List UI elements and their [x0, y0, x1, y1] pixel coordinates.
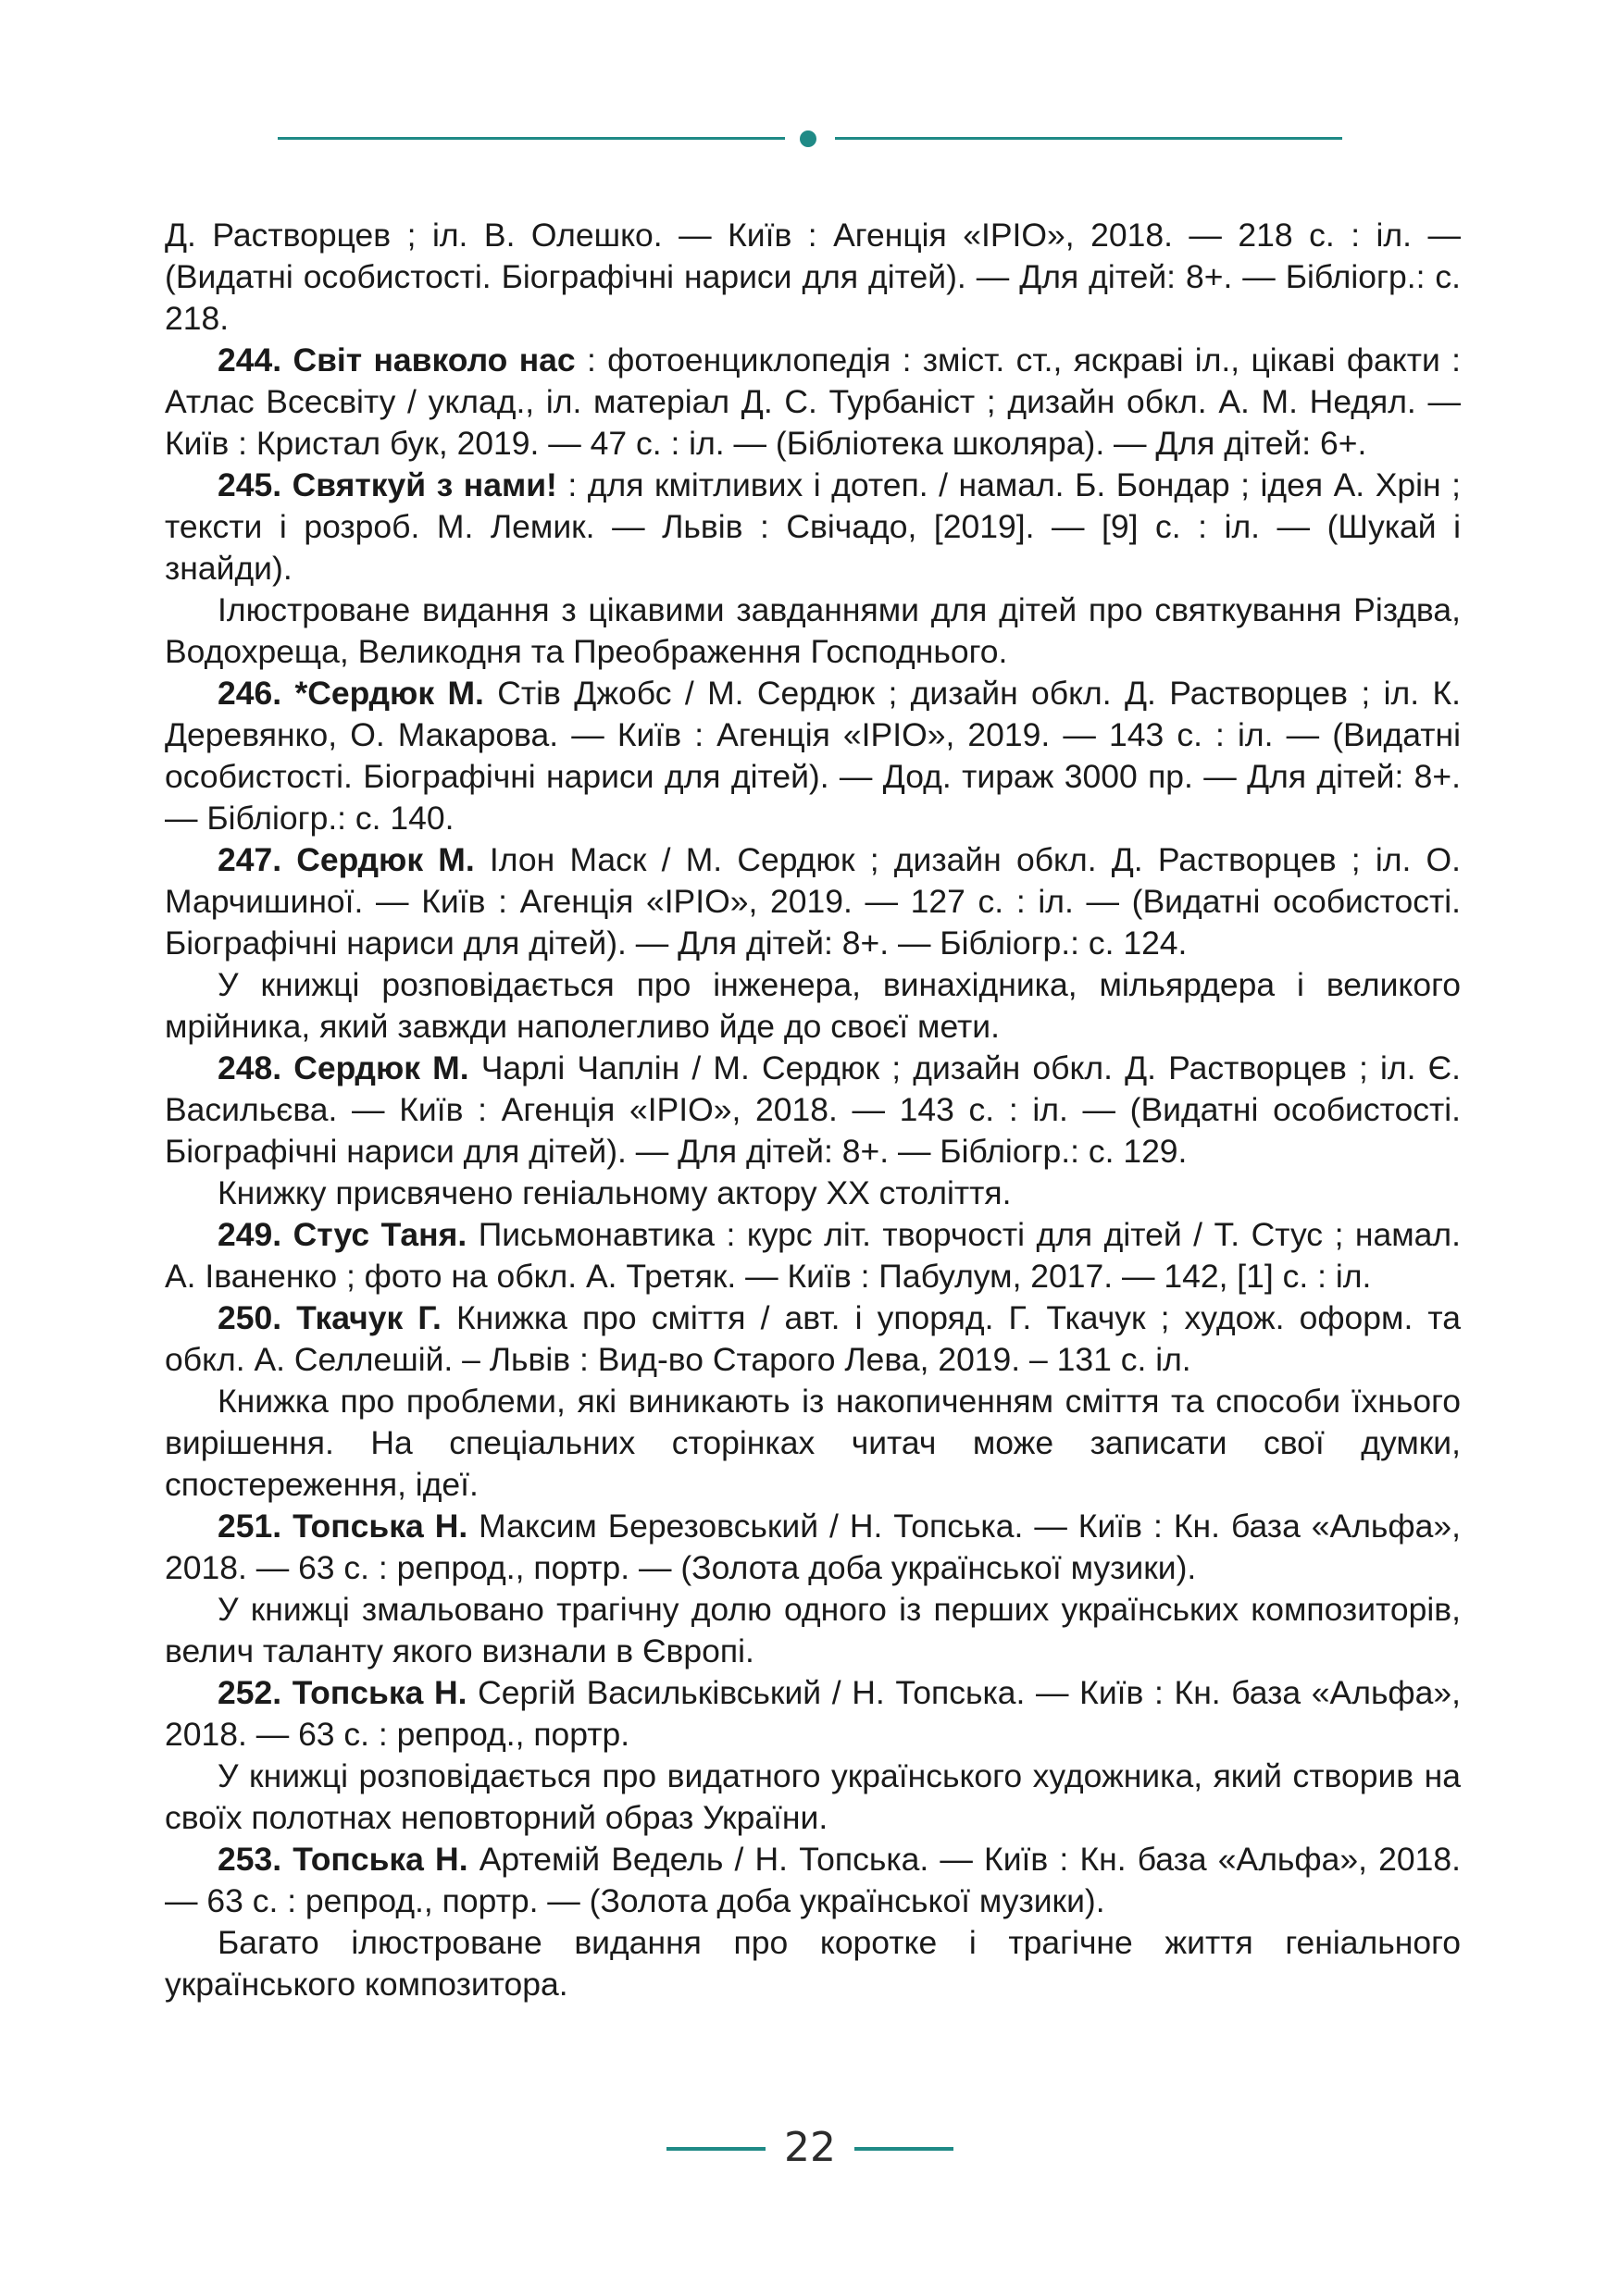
- entry-title: Світ навколо нас: [293, 341, 576, 379]
- entry-heading: [218, 675, 484, 712]
- entry-description: Письмонавтика : курс літ. творчості для дітей / Т. Стус ; намал. А. Іваненко ; фото на обкл. А. Третяк. — Київ : Пабулум, 2017. — 142, [1] с. : іл.: [165, 1216, 1462, 1295]
- entry-number: 249.: [218, 1216, 282, 1253]
- top-rule-right: [835, 137, 1342, 140]
- entry-annotation: Ілюстроване видання з цікавими завданнями для дітей про святкування Різдва, Водохреща, Великодня та Преображення Господнього.: [165, 591, 1461, 670]
- entry-heading: [218, 841, 475, 878]
- footer-rule-right: [854, 2147, 953, 2151]
- bibliography-entry: [165, 673, 1461, 839]
- continuation-text: Д. Растворцев ; іл. В. Олешко. — Київ : Агенція «ІРІО», 2018. — 218 с. : іл. — (Видатні особистості. Біографічні нариси для дітей). — Для дітей: 8+. — Бібліогр.: с. 218.: [165, 217, 1461, 337]
- page-footer: [666, 2121, 953, 2177]
- entry-number: 248.: [218, 1049, 282, 1086]
- top-ornament: [278, 130, 1342, 148]
- entry-number: 253.: [218, 1841, 282, 1878]
- entry-description: Книжка про сміття / авт. і упоряд. Г. Ткачук ; худож. оформ. та обкл. А. Селлешій. – Львів : Вид-во Старого Лева, 2019. – 131 с. іл.: [165, 1299, 1461, 1378]
- entry-description: Стів Джобс / М. Сердюк ; дизайн обкл. Д. Растворцев ; іл. К. Деревянко, О. Макарова. — Київ : Агенція «ІРІО», 2019. — 143 с. : іл. — (Видатні особистості. Біографічні нариси для дітей). — Дод. тираж 3000 пр. — Для дітей: 8+. — Бібліогр.: с. 140.: [165, 675, 1461, 837]
- entry-annotation: У книжці розповідається про інженера, винахідника, мільярдера і великого мрійника, який завжди наполегливо йде до своєї мети.: [165, 966, 1461, 1045]
- footer-rule-left: [666, 2147, 766, 2151]
- bibliography-entry: [165, 1506, 1461, 1589]
- entry-title: Сердюк М.: [293, 1049, 469, 1086]
- entry-title: Святкуй з нами!: [292, 466, 557, 503]
- entry-title: Топська Н.: [292, 1674, 467, 1711]
- entry-description: Сергій Васильківський / Н. Топська. — Київ : Кн. база «Альфа», 2018. — 63 с. : репрод., портр.: [165, 1674, 1461, 1753]
- top-rule-left: [278, 137, 785, 140]
- entry-number: 250.: [218, 1299, 282, 1336]
- page-content: [165, 215, 1461, 2005]
- bibliography-entry: [165, 1048, 1461, 1173]
- entry-description: Максим Березовський / Н. Топська. — Київ : Кн. база «Альфа», 2018. — 63 с. : репрод., портр. — (Золота доба української музики).: [165, 1508, 1461, 1586]
- bibliography-entry: [165, 465, 1461, 590]
- entry-number: 246.: [218, 675, 282, 712]
- entry-number: 252.: [218, 1674, 282, 1711]
- bibliography-entry: [165, 1214, 1461, 1297]
- top-rule-dot: [800, 130, 816, 147]
- bibliography-entry: [165, 839, 1461, 964]
- entry-heading: [218, 1299, 442, 1336]
- entry-title: Топська Н.: [293, 1841, 468, 1878]
- bibliography-entry: [165, 340, 1461, 465]
- bibliography-entry: [165, 1297, 1461, 1381]
- entry-description: : фотоенциклопедія : зміст. ст., яскраві іл., цікаві факти : Атлас Всесвіту / уклад., іл. матеріал Д. С. Турбаніст ; дизайн обкл. А. М. Недял. — Київ : Кристал бук, 2019. — 47 с. : іл. — (Бібліотека школяра). — Для дітей: 6+.: [165, 341, 1461, 462]
- entry-description: Ілон Маск / М. Сердюк ; дизайн обкл. Д. Растворцев ; іл. О. Марчишиної. — Київ : Агенція «ІРІО», 2019. — 127 с. : іл. — (Видатні особистості. Біографічні нариси для дітей). — Для дітей: 8+. — Бібліогр.: с. 124.: [165, 841, 1461, 962]
- entry-heading: [218, 1508, 467, 1545]
- entry-description: Чарлі Чаплін / М. Сердюк ; дизайн обкл. Д. Растворцев ; іл. Є. Васильєва. — Київ : Агенція «ІРІО», 2018. — 143 с. : іл. — (Видатні особистості. Біографічні нариси для дітей). — Для дітей: 8+. — Бібліогр.: с. 129.: [165, 1049, 1461, 1170]
- entry-heading: [218, 1216, 467, 1253]
- entry-annotation: У книжці розповідається про видатного українського художника, який створив на своїх полотнах неповторний образ України.: [165, 1757, 1461, 1836]
- entry-number: 244.: [218, 341, 282, 379]
- entry-title: Ткачук Г.: [296, 1299, 442, 1336]
- bibliography-entries: [165, 340, 1461, 2005]
- bibliography-entry: [165, 1839, 1461, 1922]
- entry-annotation: Книжку присвячено геніальному актору ХХ століття.: [218, 1174, 1012, 1211]
- entry-title: Сердюк М.: [296, 841, 475, 878]
- entry-title: Стус Таня.: [293, 1216, 467, 1253]
- entry-heading: [218, 466, 557, 503]
- bibliography-entry: [165, 1672, 1461, 1756]
- entry-description: : для кмітливих і дотеп. / намал. Б. Бондар ; ідея А. Хрін ; тексти і розроб. М. Лемик. — Львів : Свічадо, [2019]. — [9] с. : іл. — (Шукай і знайди).: [165, 466, 1461, 587]
- entry-heading: [218, 1049, 469, 1086]
- entry-annotation: Книжка про проблеми, які виникають із накопиченням сміття та способи їхнього вирішення. На спеціальних сторінках читач може записати свої думки, спостереження, ідеї.: [165, 1383, 1461, 1503]
- entry-heading: [218, 1674, 467, 1711]
- entry-heading: [218, 1841, 468, 1878]
- entry-description: Артемій Ведель / Н. Топська. — Київ : Кн. база «Альфа», 2018. — 63 с. : репрод., портр. — (Золота доба української музики).: [165, 1841, 1461, 1919]
- entry-number: 245.: [218, 466, 282, 503]
- entry-annotation: Багато ілюстроване видання про коротке і трагічне життя геніального українського композитора.: [165, 1924, 1461, 2003]
- entry-title: Топська Н.: [293, 1508, 468, 1545]
- entry-title: *Сердюк М.: [294, 675, 484, 712]
- entry-heading: [218, 341, 576, 379]
- entry-number: 247.: [218, 841, 282, 878]
- entry-number: 251.: [218, 1508, 282, 1545]
- entry-annotation: У книжці змальовано трагічну долю одного із перших українських композиторів, велич таланту якого визнали в Європі.: [165, 1591, 1461, 1669]
- page-number: 22: [784, 2124, 836, 2171]
